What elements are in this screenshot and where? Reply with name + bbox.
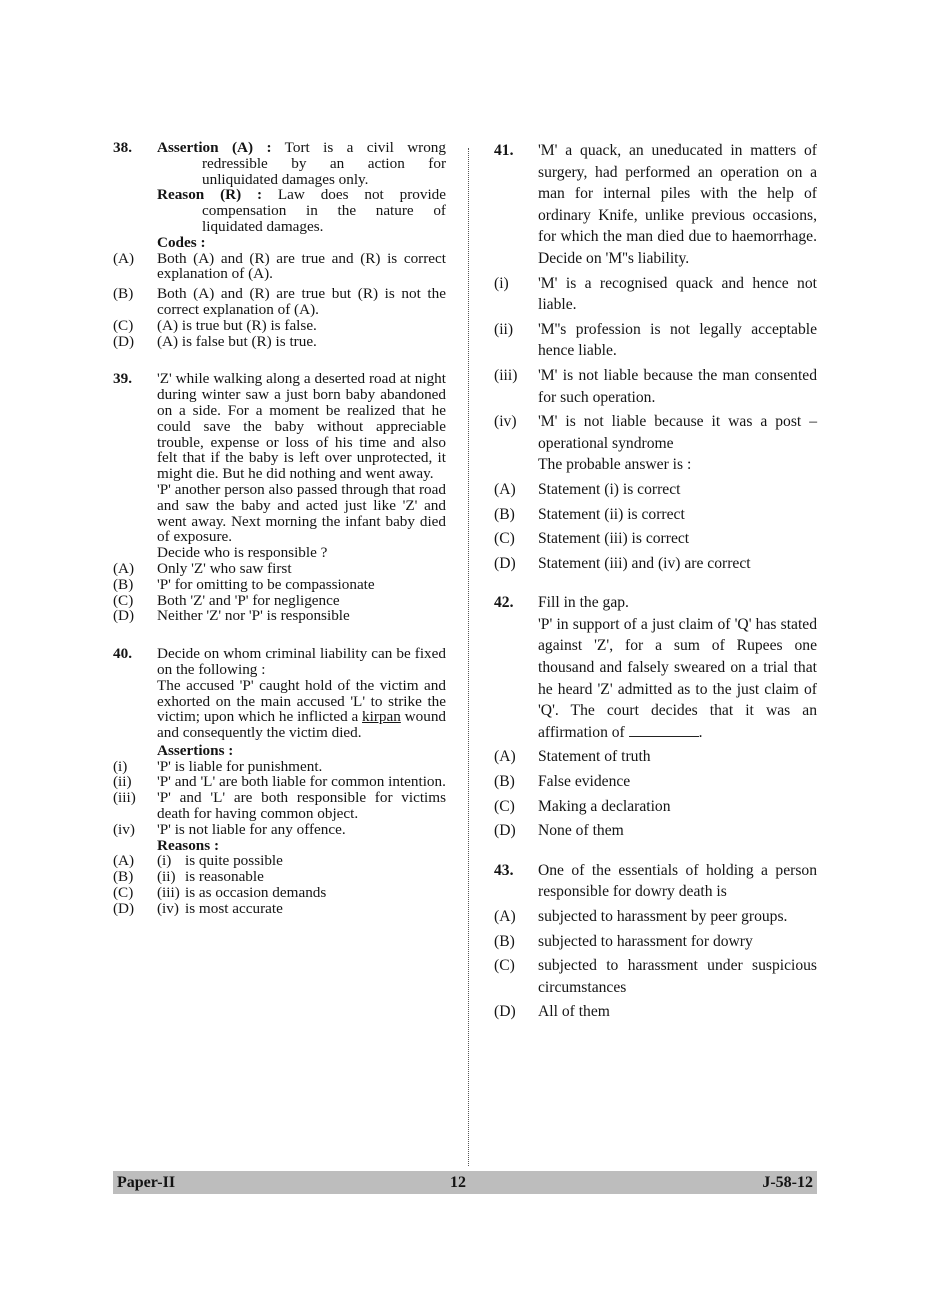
option-label: (C) — [494, 957, 515, 975]
right-column — [494, 140, 817, 1023]
body-text: The accused 'P' caught hold of the victim and exhorted on the main accused 'L' to strike the victim; upon which he inflicted a — [157, 676, 446, 726]
reason — [157, 187, 446, 234]
question-number: 42. — [494, 594, 514, 612]
question-text: 'P' another person also passed through that road and saw the baby and acted just like 'Z' and went away. Next morning the infant baby died of exposure. — [157, 480, 446, 546]
assertion-label: (iv) — [113, 820, 135, 838]
option-text: subjected to harassment for dowry — [538, 932, 753, 950]
option[interactable] — [113, 318, 446, 334]
option-label: (D) — [113, 607, 135, 625]
option-text: Neither 'Z' nor 'P' is responsible — [157, 607, 350, 625]
option-text: Both (A) and (R) are true and (R) is correct explanation of (A). — [157, 249, 446, 283]
option-text: (A) is true but (R) is false. — [157, 316, 317, 334]
question-body — [157, 678, 446, 741]
option[interactable] — [494, 796, 817, 818]
option[interactable] — [494, 931, 817, 953]
statement-item — [494, 273, 817, 316]
option[interactable] — [494, 1001, 817, 1023]
option-label: (B) — [113, 285, 134, 303]
question-number: 41. — [494, 142, 514, 159]
option[interactable] — [494, 955, 817, 998]
option-ref: (iv) — [157, 899, 179, 917]
question-text-end: . — [698, 723, 703, 741]
assertion-item — [113, 759, 446, 775]
question-number: 38. — [113, 139, 132, 156]
option-label: (D) — [113, 899, 135, 917]
option-label: (A) — [494, 908, 516, 925]
assertion-text: 'P' is liable for punishment. — [157, 757, 323, 775]
option-ref: (ii) — [157, 868, 176, 886]
statement-item — [494, 365, 817, 408]
option-label: (D) — [113, 332, 135, 350]
option[interactable] — [113, 901, 446, 917]
option[interactable] — [113, 593, 446, 609]
assertion-label: (i) — [113, 757, 128, 775]
page-number: 12 — [450, 1174, 466, 1191]
left-column — [113, 140, 446, 917]
column-divider — [468, 148, 469, 1166]
codes-label: Codes : — [157, 233, 206, 251]
assertion-label: (ii) — [113, 773, 132, 791]
question-prompt: Decide who is responsible ? — [157, 544, 328, 562]
question-42 — [494, 592, 817, 743]
question-40 — [113, 646, 446, 759]
option-label: (A) — [113, 249, 135, 267]
assertion-text: Tort is a civil wrong redressible by an action for unliquidated damages only. — [202, 139, 446, 188]
option[interactable] — [113, 869, 446, 885]
option-label: (C) — [113, 316, 134, 334]
statement-label: (ii) — [494, 320, 514, 338]
statement-item — [494, 319, 817, 362]
option[interactable] — [494, 504, 817, 526]
option-text: Both 'Z' and 'P' for negligence — [157, 591, 340, 609]
statement-text: 'M' is not liable because the man consented for such operation. — [538, 366, 817, 406]
statement-text: 'M' is not liable because it was a post – operational syndrome — [538, 413, 817, 452]
question-intro: Decide on whom criminal liability can be fixed on the following : — [157, 645, 446, 678]
option-text: None of them — [538, 822, 624, 840]
assertion-item — [113, 790, 446, 822]
assertion-label: (iii) — [113, 789, 136, 807]
option-text: False evidence — [538, 773, 631, 791]
question-number: 40. — [113, 645, 132, 663]
assertion-text: 'P' and 'L' are both responsible for victims death for having common object. — [157, 789, 446, 823]
option[interactable] — [113, 608, 446, 624]
body-text: wound and consequently the victim died. — [157, 708, 447, 742]
page-footer — [113, 1171, 817, 1194]
option-label: (C) — [494, 530, 515, 548]
option-text: is most accurate — [185, 899, 283, 917]
question-text — [538, 614, 817, 744]
option-label: (D) — [494, 1003, 516, 1021]
statement-label: (iv) — [494, 413, 517, 431]
option-label: (A) — [113, 852, 135, 870]
paper-label: Paper-II — [117, 1174, 176, 1191]
option-text: Statement (ii) is correct — [538, 505, 685, 523]
option-label: (A) — [494, 748, 516, 766]
statement-text: 'M' is a recognised quack and hence not liable. — [538, 274, 817, 314]
question-heading: Fill in the gap. — [538, 594, 629, 612]
option-text: is as occasion demands — [185, 884, 327, 902]
question-39 — [113, 371, 446, 561]
assertion-item — [113, 774, 446, 790]
statement-label: (i) — [494, 274, 509, 292]
statement-text: 'M''s profession is not legally acceptable hence liable. — [538, 320, 817, 360]
option[interactable] — [113, 561, 446, 577]
option-label: (A) — [113, 559, 135, 577]
options-41 — [494, 479, 817, 574]
question-38 — [113, 140, 446, 251]
option-label: (C) — [494, 797, 515, 815]
option[interactable] — [113, 577, 446, 593]
option-label: (B) — [494, 773, 515, 791]
option-text: Both (A) and (R) are true but (R) is not the correct explanation of (A). — [157, 285, 446, 318]
question-43 — [494, 860, 817, 903]
question-41 — [494, 140, 817, 270]
reasons-label: Reasons : — [157, 836, 220, 854]
option-ref: (iii) — [157, 884, 180, 902]
option-label: (B) — [113, 868, 134, 886]
reason-label: Reason (R) : — [157, 186, 263, 204]
option-ref: (i) — [157, 852, 172, 870]
option-text: (A) is false but (R) is true. — [157, 332, 317, 350]
option[interactable] — [113, 251, 446, 283]
assertions-40 — [113, 759, 446, 838]
reason-text: Law does not provide compensation in the nature of liquidated damages. — [202, 186, 446, 235]
question-text: One of the essentials of holding a person responsible for dowry death is — [538, 861, 817, 901]
option-text: Statement (i) is correct — [538, 480, 681, 498]
statement-item — [494, 411, 817, 454]
option[interactable] — [113, 286, 446, 318]
option-label: (C) — [113, 884, 134, 902]
option-label: (C) — [113, 591, 134, 609]
fill-blank — [629, 724, 699, 737]
option-text: 'P' for omitting to be compassionate — [157, 575, 375, 593]
question-text: 'M' a quack, an uneducated in matters of surgery, had performed an operation on a man for internal piles with the help of ordinary Knife, unlike previous occasions, for which the man died due to haemorrhage. Decide on 'M''s liability. — [538, 142, 817, 267]
option[interactable] — [113, 885, 446, 901]
question-number: 39. — [113, 370, 132, 388]
option[interactable] — [494, 906, 817, 928]
options-39 — [113, 561, 446, 624]
option-text: is quite possible — [185, 852, 283, 870]
options-42 — [494, 746, 817, 841]
statement-label: (iii) — [494, 366, 518, 384]
option-text: Statement (iii) is correct — [538, 530, 690, 548]
option-text: is reasonable — [185, 868, 264, 886]
option[interactable] — [494, 771, 817, 793]
assertion-item — [113, 822, 446, 838]
question-number: 43. — [494, 861, 514, 879]
option[interactable] — [494, 746, 817, 768]
options-43 — [494, 906, 817, 1023]
option[interactable] — [494, 820, 817, 842]
option-text: Statement (iii) and (iv) are correct — [538, 554, 751, 572]
option-text: Making a declaration — [538, 797, 671, 815]
option-label: (D) — [494, 554, 516, 572]
option-text: Only 'Z' who saw first — [157, 559, 292, 577]
option-label: (D) — [494, 822, 516, 840]
option-text: Statement of truth — [538, 748, 651, 766]
reasons-40 — [113, 853, 446, 916]
option-text: subjected to harassment by peer groups. — [538, 908, 788, 925]
option-label: (B) — [494, 932, 515, 950]
question-text: 'Z' while walking along a deserted road at night during winter saw a just born baby abandoned on a side. For a moment be realized that he could save the baby without appreciable trouble, expense or loss of his time and also felt that if the baby is left over unprotected, it might die. But he did nothing and went away. — [157, 370, 446, 483]
assertion-text: 'P' and 'L' are both liable for common intention. — [157, 773, 446, 791]
paper-code: J-58-12 — [762, 1174, 813, 1191]
assertion-text: 'P' is not liable for any offence. — [157, 820, 346, 838]
option[interactable] — [113, 853, 446, 869]
assertion — [157, 140, 446, 187]
option-label: (A) — [494, 480, 516, 498]
underlined-term: kirpan — [362, 708, 401, 726]
option-text: All of them — [538, 1003, 610, 1021]
option-label: (B) — [494, 505, 515, 523]
option[interactable] — [113, 334, 446, 350]
option[interactable] — [494, 553, 817, 575]
option[interactable] — [494, 528, 817, 550]
options-38 — [113, 251, 446, 350]
option[interactable] — [494, 479, 817, 501]
question-text-body: 'P' in support of a just claim of 'Q' has stated against 'Z', for a sum of Rupees one thousand and falsely sweared on a trial that he heard 'Z' admitted as to the just claim of 'Q'. The court decides that it was an affirmation of — [538, 615, 817, 741]
option-text: subjected to harassment under suspicious circumstances — [538, 957, 817, 996]
assertions-label: Assertions : — [157, 741, 234, 759]
option-label: (B) — [113, 575, 134, 593]
assertion-label: Assertion (A) : — [157, 139, 272, 156]
question-prompt: The probable answer is : — [538, 456, 692, 474]
statements-41 — [494, 273, 817, 455]
